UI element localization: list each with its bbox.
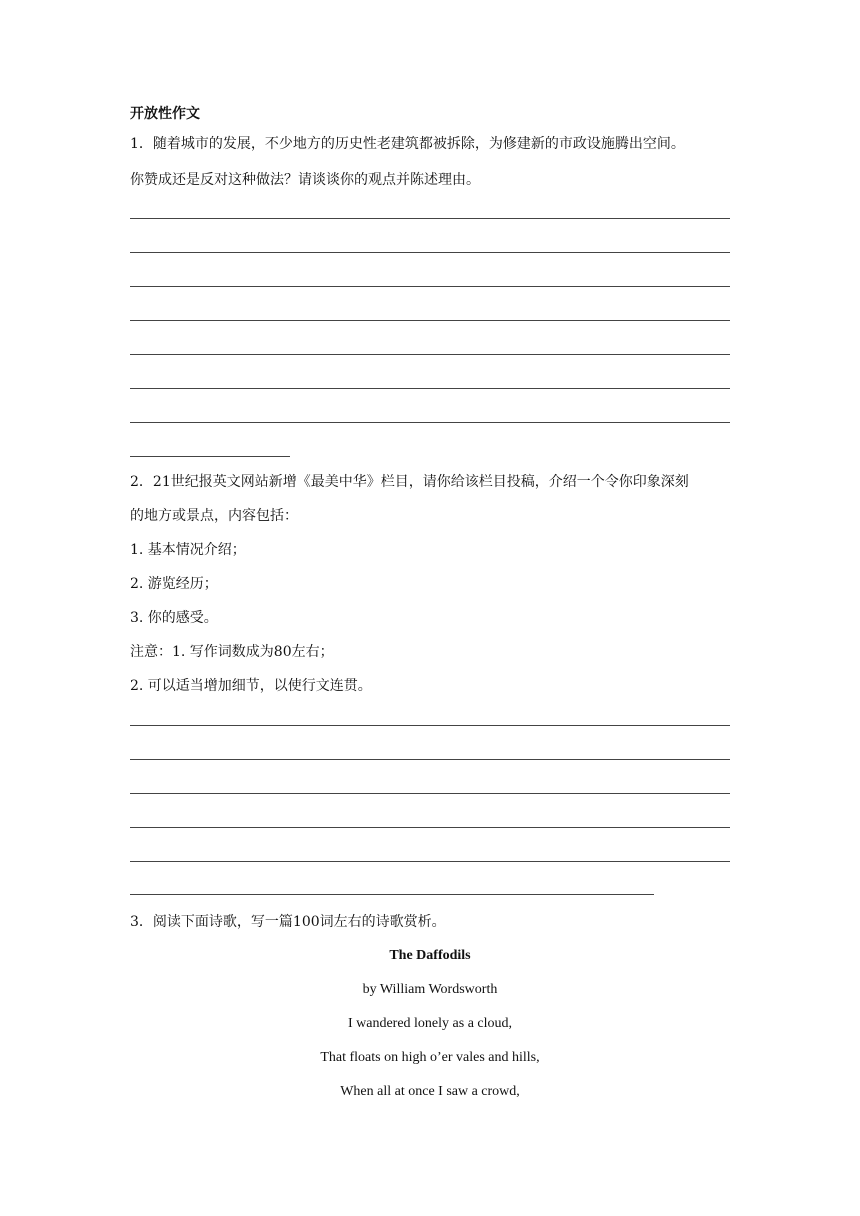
q1-answer-line-3[interactable] [130,286,730,287]
q2-line-2: 的地方或景点，内容包括： [130,508,298,524]
q1-answer-line-8[interactable] [130,456,290,457]
q2-answer-line-1[interactable] [130,725,730,726]
poem-line-3: When all at once I saw a crowd, [340,1084,520,1099]
q2-answer-line-6[interactable] [130,894,654,895]
q2-answer-line-2[interactable] [130,759,730,760]
q1-line-1: 1．随着城市的发展，不少地方的历史性老建筑都被拆除，为修建新的市政设施腾出空间。 [130,136,685,152]
q2-answer-line-3[interactable] [130,793,730,794]
poem-title: The Daffodils [389,948,471,963]
q1-line-2: 你赞成还是反对这种做法？请谈谈你的观点并陈述理由。 [130,172,480,188]
q1-answer-line-6[interactable] [130,388,730,389]
q2-answer-line-5[interactable] [130,861,730,862]
q1-answer-line-4[interactable] [130,320,730,321]
section-heading: 开放性作文 [130,106,200,122]
document-page [130,0,730,1216]
poem-author: by William Wordsworth [362,982,498,997]
q2-line-4: 2. 游览经历； [130,576,218,592]
q3-prompt: 3．阅读下面诗歌，写一篇100词左右的诗歌赏析。 [130,914,446,930]
q2-line-1: 2．21世纪报英文网站新增《最美中华》栏目，请你给该栏目投稿，介绍一个令你印象深刻 [130,474,689,490]
q2-line-6: 注意：1. 写作词数成为80左右； [130,644,334,660]
q2-answer-line-4[interactable] [130,827,730,828]
q1-answer-line-2[interactable] [130,252,730,253]
q1-answer-line-1[interactable] [130,218,730,219]
q2-line-5: 3. 你的感受。 [130,610,218,626]
poem-line-1: I wandered lonely as a cloud, [347,1016,513,1031]
q1-answer-line-7[interactable] [130,422,730,423]
q2-line-7: 2. 可以适当增加细节，以使行文连贯。 [130,678,372,694]
poem-line-2: That floats on high o’er vales and hills, [320,1050,540,1065]
q1-answer-line-5[interactable] [130,354,730,355]
q2-line-3: 1. 基本情况介绍； [130,542,246,558]
